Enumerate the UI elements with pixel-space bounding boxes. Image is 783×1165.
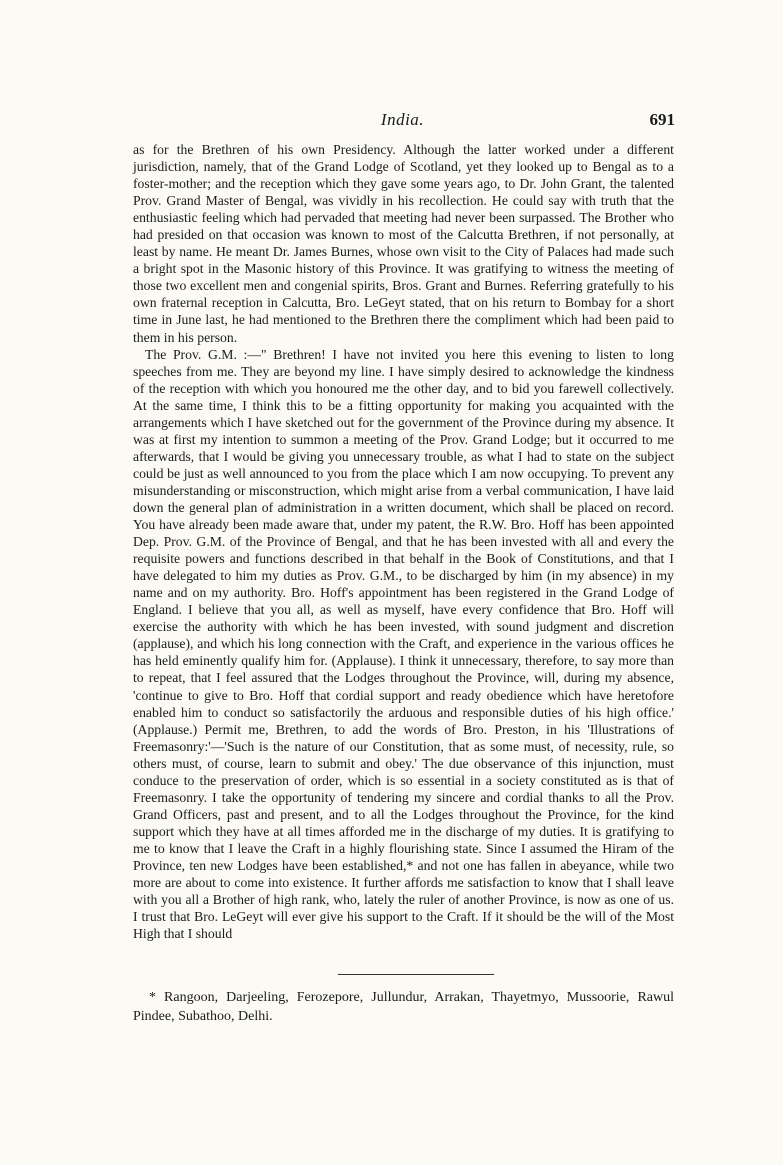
body-text xyxy=(133,141,674,942)
page-number: 691 xyxy=(649,110,675,129)
paragraph: The Prov. G.M. :—" Brethren! I have not invited you here this evening to listen to long speeches from me. They are beyond my line. I have simply desired to acknowledge the kindness of the reception with which you honoured me the other day, and to bid you farewell collectively. At the same time, I think this to be a fitting opportunity for making you acquainted with the arrangements which I have sketched out for the government of the Province during my absence. It was at first my intention to summon a meeting of the Prov. Grand Lodge; but it occurred to me afterwards, that I would be giving you unnecessary trouble, as what I had to state on the subject could be just as well announced to you from the place which I am now occupying. To prevent any misunderstanding or misconstruction, which might arise from a verbal communication, I have laid down the general plan of administration in a written document, which shall be placed on record. You have already been made aware that, under my patent, the R.W. Bro. Hoff has been appointed Dep. Prov. G.M. of the Province of Bengal, and that he has been invested with all and every the requisite powers and functions described in that behalf in the Book of Constitutions, and that I have delegated to him my duties as Prov. G.M., to be discharged by him (in my absence) in my name and on my authority. Bro. Hoff's appointment has been registered in the Grand Lodge of England. I believe that you all, as well as myself, have every confidence that Bro. Hoff will exercise the authority with which he has been invested, with sound judgment and discretion (applause), and which his long connection with the Craft, and experience in the various offices he has held eminently qualify him for. (Applause). I think it unnecessary, therefore, to say more than to repeat, that I feel assured that the Lodges throughout the Province, will, during my absence, 'continue to give to Bro. Hoff that cordial support and ready obedience which have heretofore enabled him to conduct so satisfactorily the arduous and responsible duties of his high office.' (Applause.) Permit me, Brethren, to add the words of Bro. Preston, in his 'Illustrations of Freemasonry:'—'Such is the nature of our Constitution, that as some must, of necessity, rule, so others must, of course, learn to submit and obey.' The due observance of this injunction, must conduce to the preservation of order, which is so essential in a society constituted as is that of Freemasonry. I take the opportunity of tendering my sincere and cordial thanks to all the Prov. Grand Officers, past and present, and to all the Lodges throughout the Province, for the kind support which they have at all times afforded me in the discharge of my duties. It is gratifying to me to know that I leave the Craft in a highly flourishing state. Since I assumed the Hiram of the Province, ten new Lodges have been established,* and not one has fallen in abeyance, while two more are about to come into existence. It further affords me satisfaction to know that I shall leave with you all a Brother of high rank, who, lately the ruler of another Province, is now as one of us. I trust that Bro. LeGeyt will ever give his support to the Craft. If it should be the will of the Most High that I should xyxy=(133,346,674,942)
running-head xyxy=(130,110,675,132)
footnote-rule xyxy=(338,974,494,975)
footnote-text: * Rangoon, Darjeeling, Ferozepore, Jullundur, Arrakan, Thayetmyo, Mussoorie, Rawul Pindee, Subathoo, Delhi. xyxy=(133,990,674,1024)
running-title: India. xyxy=(380,110,425,129)
paragraph: as for the Brethren of his own Presidency. Although the latter worked under a different jurisdiction, namely, that of the Grand Lodge of Scotland, yet they looked up to Bengal as to a foster-mother; and the reception which they gave some years ago, to Dr. John Grant, the talented Prov. Grand Master of Bengal, was vividly in his recollection. He could say with truth that the enthusiastic feeling which had pervaded that meeting had never been surpassed. The Brother who had presided on that occasion was known to most of the Calcutta Brethren, if not personally, at least by name. He meant Dr. James Burnes, whose own visit to the City of Palaces had made such a bright spot in the Masonic history of this Province. It was gratifying to witness the meeting of those two excellent men and congenial spirits, Bros. Grant and Burnes. Referring gratefully to his own fraternal reception in Calcutta, Bro. LeGeyt stated, that on his return to Bombay for a short time in June last, he had mentioned to the Brethren there the compliment which had been paid to them in his person. xyxy=(133,142,674,345)
footnote xyxy=(133,988,674,1026)
